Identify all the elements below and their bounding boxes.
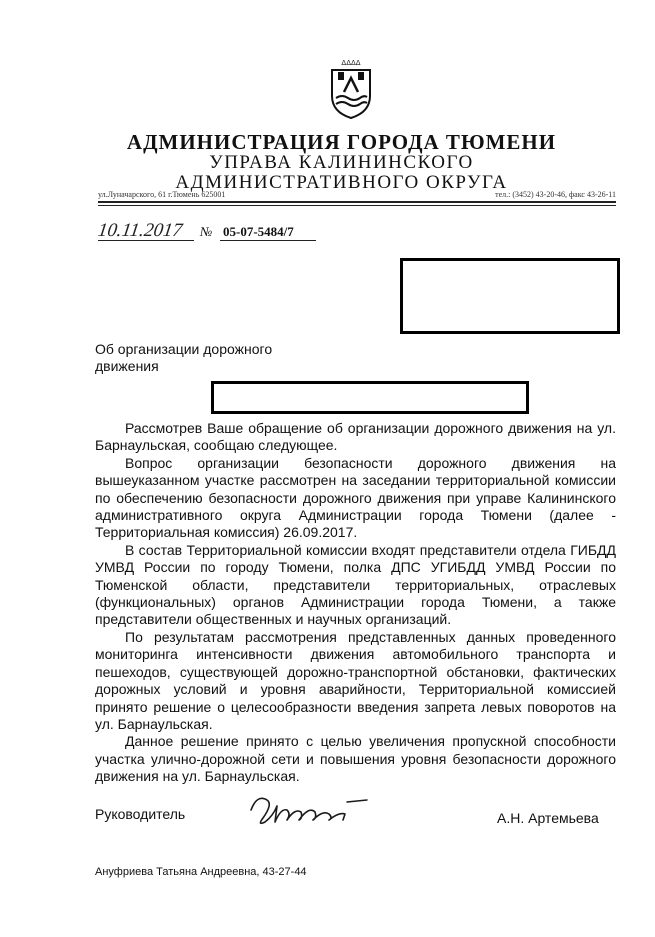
crest-caption: ΔΔΔΔ	[341, 59, 361, 67]
org-subdivision-line2: АДМИНИСТРАТИВНОГО ОКРУГА	[175, 172, 508, 193]
date-underline	[98, 240, 194, 241]
org-address: ул.Луначарского, 61 г.Тюмень 625001	[98, 190, 226, 199]
header-divider-thick	[98, 201, 616, 203]
body-paragraph: В состав Территориальной комиссии входят представители отдела ГИБДД УМВД России по городу Тюмени, полка ДПС УГИБДД УМВД России по Тюменской области, представители территориальных, отраслевых (функциональных) органов Администрации города Тюмени, а также представители общественных и научных организаций.	[95, 541, 616, 628]
body-paragraph: Данное решение принято с целью увеличения пропускной способности участка улично-дорожной сети и повышения уровня безопасности дорожного движения на ул. Барнаульская.	[95, 733, 616, 785]
redacted-recipient-box	[400, 258, 620, 334]
header-divider-thin	[98, 205, 616, 206]
org-subdivision-line1: УПРАВА КАЛИНИНСКОГО	[209, 152, 474, 173]
body-paragraph: Вопрос организации безопасности дорожного движения на вышеуказанном участке рассмотрен на заседании территориальной комиссии по обеспечению безопасности дорожного движения при управе Калининского административного округа Администрации города Тюмени (далее - Территориальная комиссия) 26.09.2017.	[95, 454, 616, 541]
org-contacts: тел.: (3452) 43-20-46, факс 43-26-11	[495, 190, 616, 199]
letter-date: 10.11.2017	[96, 220, 184, 241]
letter-body	[95, 420, 616, 786]
city-crest-icon	[326, 58, 376, 120]
executor-info: Ануфриева Татьяна Андреевна, 43-27-44	[95, 866, 307, 878]
number-sign: №	[200, 224, 213, 239]
handwritten-signature	[243, 788, 375, 832]
body-paragraph: По результатам рассмотрения представленных данных проведенного мониторинга интенсивности движения автомобильного транспорта и пешеходов, существующей дорожно-транспортной обстановки, фактических дорожных условий и уровня аварийности, Территориальной комиссией принято решение о целесообразности введения запрета левых поворотов на ул. Барнаульская.	[95, 628, 616, 732]
body-paragraph: Рассмотрев Ваше обращение об организации дорожного движения на ул. Барнаульская, сообщаю следующее.	[95, 420, 616, 454]
letter-number: 05-07-5484/7	[223, 224, 294, 239]
org-name: АДМИНИСТРАЦИЯ ГОРОДА ТЮМЕНИ	[126, 130, 557, 154]
redacted-addressee-box	[211, 381, 529, 414]
letter-subject: Об организации дорожного движения	[95, 341, 273, 374]
number-underline	[220, 240, 316, 241]
signer-name: А.Н. Артемьева	[497, 810, 599, 826]
signer-position: Руководитель	[95, 806, 186, 822]
